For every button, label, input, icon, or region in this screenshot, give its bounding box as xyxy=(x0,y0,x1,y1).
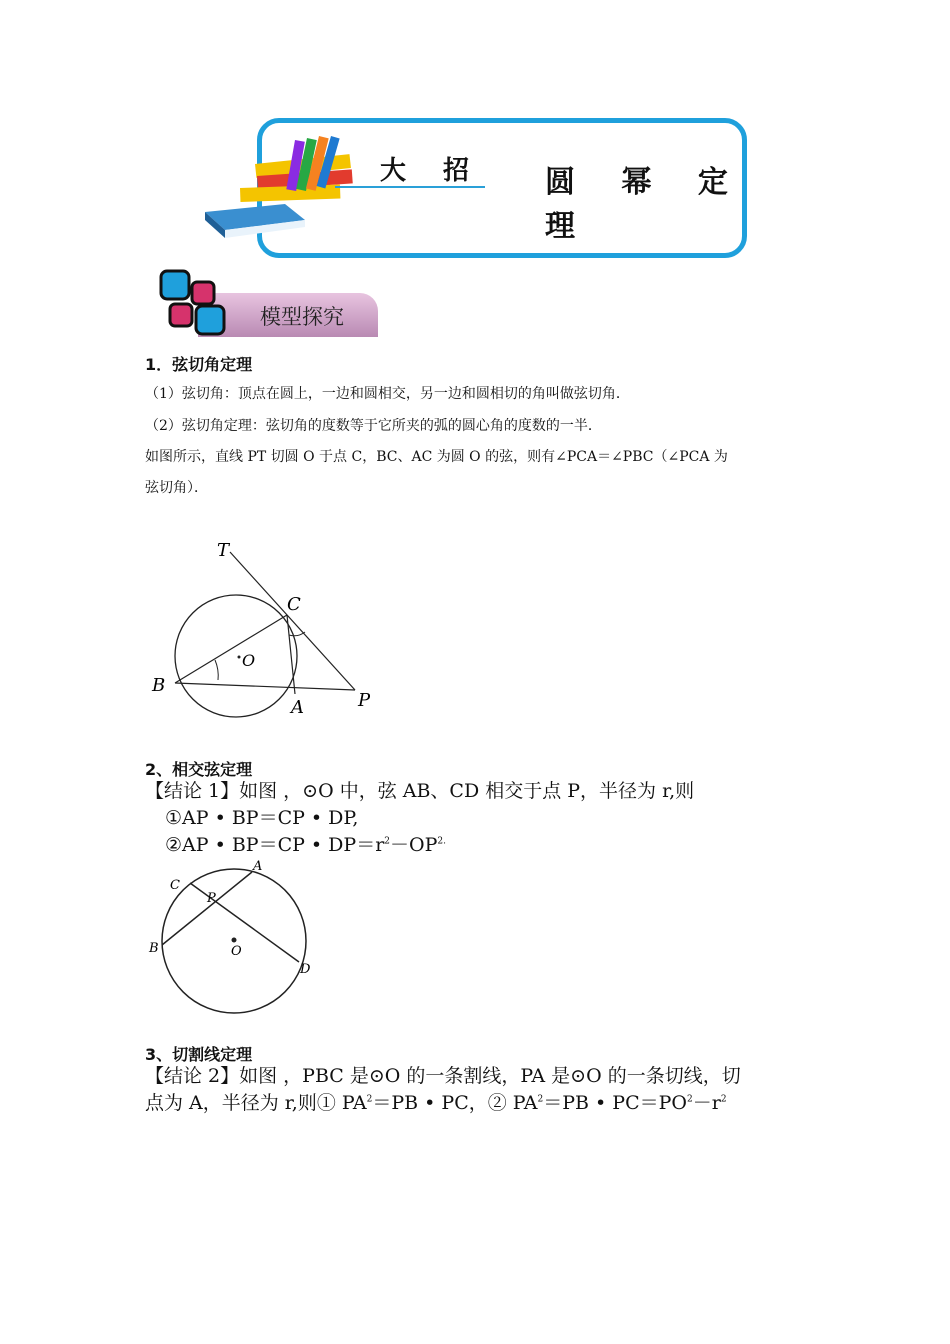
stack-of-books-icon xyxy=(195,132,355,247)
label-P: P xyxy=(207,891,216,906)
banner-subtitle: 圆 幂 定 理 xyxy=(545,165,746,244)
section3-heading: 3、切割线定理 xyxy=(145,1045,253,1064)
label-A: A xyxy=(291,697,304,718)
label-A: A xyxy=(253,859,263,874)
section3-line1: 【结论 2】如图 ，PBC 是⊙O 的一条割线，PA 是⊙O 的一条切线，切 xyxy=(145,1065,741,1087)
label-C: C xyxy=(287,594,301,615)
label-O: O xyxy=(231,944,242,959)
section3-line2: 点为 A，半径为 r,则① $PA^2=PB$ • PC，② $PA^2=PB$ • $PC=PO^2-r^2$ xyxy=(145,1092,727,1114)
label-C: C xyxy=(170,878,180,893)
section2-item2: ②AP • BP＝CP • $DP=r^2-OP^{2.}$ xyxy=(165,834,446,856)
section1-line1: （1）弦切角：顶点在圆上，一边和圆相交，另一边和圆相切的角叫做弦切角． xyxy=(145,386,630,402)
section1-line2: （2）弦切角定理：弦切角的度数等于它所夹的弧的圆心角的度数的一半． xyxy=(145,418,602,434)
label-B: B xyxy=(152,675,166,696)
label-D: D xyxy=(300,962,311,977)
section1-line3: 如图所示，直线 PT 切圆 O 于点 C，BC、AC 为圆 O 的弦，则有∠PCA＝∠PBC（∠PCA 为 xyxy=(145,449,728,465)
chord-tangent-figure xyxy=(145,530,405,730)
title-banner xyxy=(195,112,760,267)
section1-heading: 1．弦切角定理 xyxy=(145,355,253,374)
label-B: B xyxy=(149,941,159,956)
section2-conclusion: 【结论 1】如图 ，⊙O 中，弦 AB、CD 相交于点 P，半径为 r,则 xyxy=(145,780,695,802)
label-T: T xyxy=(217,540,230,561)
label-P: P xyxy=(358,690,371,711)
section1-line4: 弦切角）． xyxy=(145,480,208,496)
intersecting-chords-figure xyxy=(145,858,335,1018)
badge-label: 模型探究 xyxy=(260,305,344,329)
banner-title: 大 招 xyxy=(380,156,484,186)
four-squares-icon xyxy=(158,268,228,340)
label-O: O xyxy=(242,651,256,670)
section2-heading: 2、相交弦定理 xyxy=(145,760,253,779)
section2-item1: ①AP • BP＝CP • DP, xyxy=(165,807,359,829)
model-explore-badge xyxy=(158,268,383,340)
